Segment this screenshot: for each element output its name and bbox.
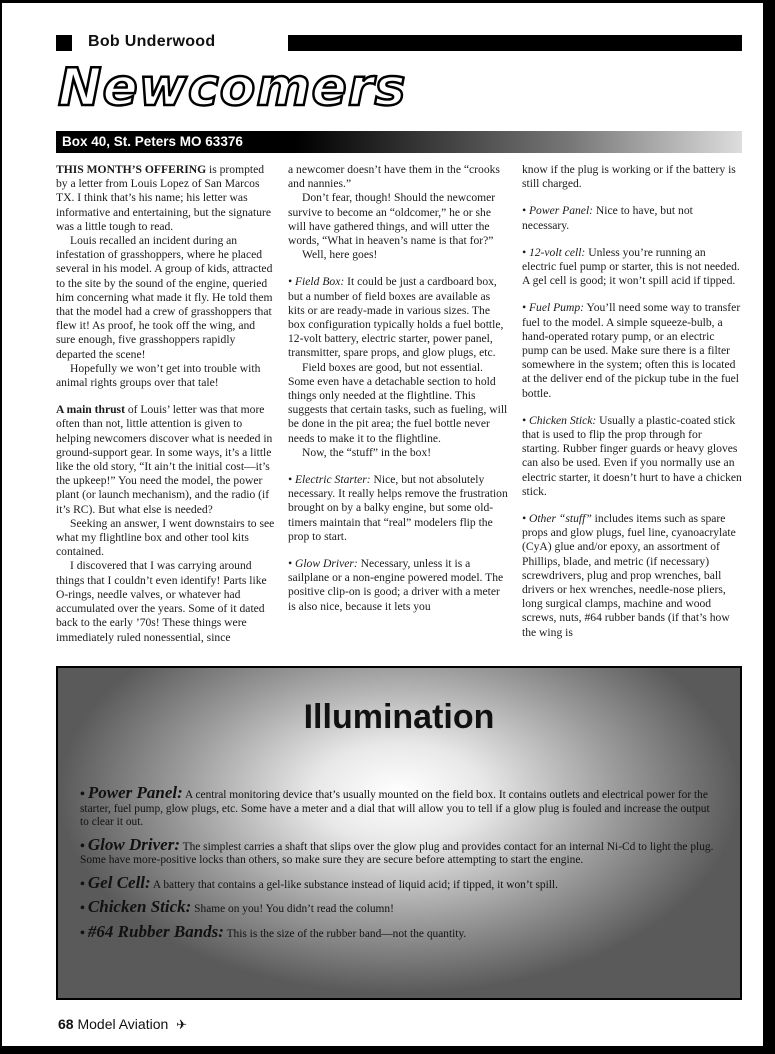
frame-bottom-border <box>0 1046 775 1054</box>
glossary-item <box>80 783 720 830</box>
item-term: • Chicken Stick: <box>522 413 597 427</box>
page-number: 68 <box>58 1016 74 1032</box>
paragraph-text: Nice, but not absolutely necessary. It really helps remove the frustration brought on by a balky engine, but some old-timers maintain that “real” modelers flip the prop to start. <box>288 473 508 543</box>
paragraph-text: It could be just a cardboard box, but a number of field boxes are available as kits or are ready-made in various sizes. The box configuration typically holds a fuel bottle, 12-volt battery, electric starter, power panel, transmitter, spare props, and glow plugs, etc. <box>288 275 504 360</box>
author-name: Bob Underwood <box>88 33 216 50</box>
glossary-definition: The simplest carries a shaft that slips over the glow plug and provides contact for an internal Ni-Cd to light the plug. Some have more-positive locks than others, so make sure they are secure before attempting to start the engine. <box>80 840 714 866</box>
article-paragraph <box>522 414 742 499</box>
article-paragraph <box>56 403 276 517</box>
article-paragraph <box>522 246 742 289</box>
glossary-term: Glow Driver: <box>87 834 180 854</box>
article-paragraph <box>522 301 742 400</box>
article-columns <box>56 163 742 655</box>
item-term: • Glow Driver: <box>288 557 358 571</box>
paragraph-text: Seeking an answer, I went downstairs to see what my flightline box and other tool kits contained. <box>56 516 275 559</box>
article-column-2 <box>288 163 508 655</box>
article-paragraph <box>56 559 276 644</box>
article-paragraph <box>288 163 508 191</box>
glossary-term: Power Panel: <box>87 783 183 802</box>
paragraph-text: Usually a plastic-coated stick that is used to flip the prop through for starting. Rubber finger guards or heavy gloves can also be used. Even if you normally use an electric starter, it doesn’t hurt to have a chicken stick. <box>522 413 742 498</box>
item-term: • Power Panel: <box>522 204 594 218</box>
paragraph-text: Nice to have, but not necessary. <box>522 204 693 232</box>
author-square-icon <box>56 35 72 51</box>
address-bar <box>56 131 742 153</box>
glossary-definition: Shame on you! You didn’t read the column! <box>191 903 394 915</box>
column-title: Newcomers <box>58 58 407 118</box>
glossary-definition: A central monitoring device that’s usually mounted on the field box. It contains outlets and electrical power for the starter, fuel pump, glow plugs, etc. Some have a meter and a dial that will allow you to tell if a glow plug is fouled and increase the output to clear it out. <box>80 789 710 828</box>
article-column-1 <box>56 163 276 655</box>
item-term: • Other “stuff” <box>522 512 592 526</box>
item-term: • Field Box: <box>288 275 345 289</box>
paragraph-text: Hopefully we won’t get into trouble with animal rights groups over that tale! <box>56 361 261 390</box>
frame-left-border <box>0 0 2 1054</box>
article-paragraph <box>288 473 508 544</box>
article-paragraph <box>288 275 508 360</box>
glossary-definition: This is the size of the rubber band—not the quantity. <box>223 927 467 940</box>
article-paragraph <box>56 234 276 362</box>
glossary-item <box>80 834 720 868</box>
paragraph-text: I discovered that I was carrying around things that I couldn’t even identify! Parts like O-rings, needle valves, or whatever had accumulated over the years. Some of it dated back to the early ’70s! These things were immediately ruled nonessential, since <box>56 559 267 644</box>
illumination-panel <box>56 666 742 1000</box>
paragraph-text: Field boxes are good, but not essential. Some even have a detachable section to hold things only needed at the flightline. This suggests that certain tasks, such as fueling, will be done in the pit area; the fuel bottle never needs to make it to the flightline. <box>288 360 508 445</box>
article-paragraph <box>56 362 276 390</box>
paragraph-lead-in: THIS MONTH’S OFFERING <box>56 163 207 176</box>
article-paragraph <box>522 163 742 191</box>
glossary-term: Gel Cell: <box>87 872 151 892</box>
article-paragraph <box>288 446 508 460</box>
airplane-icon: ✈ <box>176 1017 188 1032</box>
article-paragraph <box>522 512 742 640</box>
glossary-term: Chicken Stick: <box>87 897 192 916</box>
article-paragraph <box>56 163 276 234</box>
illumination-title: Illumination <box>303 698 495 736</box>
article-paragraph <box>56 517 276 560</box>
glossary-term: #64 Rubber Bands: <box>87 921 224 941</box>
author-rule <box>288 35 742 51</box>
bullet-icon: • <box>80 787 85 802</box>
article-paragraph <box>288 557 508 614</box>
frame-top-border <box>0 0 775 3</box>
glossary-item <box>80 872 720 893</box>
glossary-item <box>80 921 720 942</box>
paragraph-text: is prompted by a letter from Louis Lopez of San Marcos TX. I think that’s his name; his letter was informative and entertaining, but the signature was a little tough to read. <box>56 163 272 233</box>
bullet-icon: • <box>80 901 85 916</box>
glossary-definition: A battery that contains a gel-like substance instead of liquid acid; if tipped, it won’t spill. <box>150 878 558 891</box>
article-paragraph <box>288 191 508 248</box>
paragraph-text: Necessary, unless it is a sailplane or a non-engine powered model. The positive clip-on is good; a driver with a meter is also nice, because it lets you <box>288 557 504 613</box>
paragraph-text: Well, here goes! <box>302 248 378 262</box>
bullet-icon: • <box>80 925 85 941</box>
page-footer <box>58 1016 187 1033</box>
glossary-list <box>80 783 720 949</box>
article-paragraph <box>522 204 742 232</box>
paragraph-text: Now, the “stuff” in the box! <box>302 445 432 459</box>
glossary-item <box>80 897 720 917</box>
item-term: • Fuel Pump: <box>522 301 585 315</box>
paragraph-text: of Louis’ letter was that more often than not, little attention is given to helping newcomers discover what is needed in ground-support gear. In some ways, it’s a little like the old story, “It ain’t the initial cost—it’s the upkeep!” You need the model, the power plant (or launch mechanism), and the radio (if it’s RC). But what else is needed? <box>56 403 273 516</box>
paragraph-text: includes items such as spare props and glow plugs, fuel line, cyanoacrylate (CyA) glue and/or epoxy, an assortment of Phillips, blade, and metric (if necessary) screwdrivers, plug and prop wrenches, ball drivers or hex wrenches, needle-nose pliers, long surgical clamps, machine and wood screws, nuts, #64 rubber bands (if that’s how the wing is <box>522 512 736 639</box>
item-term: • 12-volt cell: <box>522 245 586 259</box>
bullet-icon: • <box>80 876 85 892</box>
paragraph-text: know if the plug is working or if the battery is still charged. <box>522 163 736 191</box>
paragraph-text: Unless you’re running an electric fuel pump or starter, this is not needed. A gel cell is good; it won’t spill acid if tipped. <box>522 245 740 288</box>
frame-right-border <box>763 0 775 1054</box>
bullet-icon: • <box>80 838 85 854</box>
paragraph-text: a newcomer doesn’t have them in the “crooks and nannies.” <box>288 163 500 191</box>
item-term: • Electric Starter: <box>288 473 371 487</box>
paragraph-text: Louis recalled an incident during an infestation of grasshoppers, where he placed several in his model. A group of kids, attracted to the site by the sound of the engine, queried him concerning what made it fly. He told them that the model had a crew of grasshoppers that flew it! As proof, he took off the wing, and sure enough, five grasshoppers rapidly departed the scene! <box>56 234 273 361</box>
address-text: Box 40, St. Peters MO 63376 <box>62 134 243 149</box>
paragraph-text: Don’t fear, though! Should the newcomer survive to become an “oldcomer,” he or she will have gathered things, and will utter the words, “What in heaven’s name is that for?” <box>288 191 496 248</box>
article-column-3 <box>522 163 742 655</box>
paragraph-lead-in: A main thrust <box>56 403 125 417</box>
article-paragraph <box>288 361 508 446</box>
magazine-name: Model Aviation <box>77 1016 169 1032</box>
article-paragraph <box>288 248 508 262</box>
paragraph-text: You’ll need some way to transfer fuel to the model. A simple squeeze-bulb, a hand-operated rotary pump, or an electric pump can be used. Make sure there is a filter somewhere in the system; often this is located at the deliver end of the pickup tube in the fuel bottle. <box>522 301 741 400</box>
author-bar <box>56 34 742 52</box>
